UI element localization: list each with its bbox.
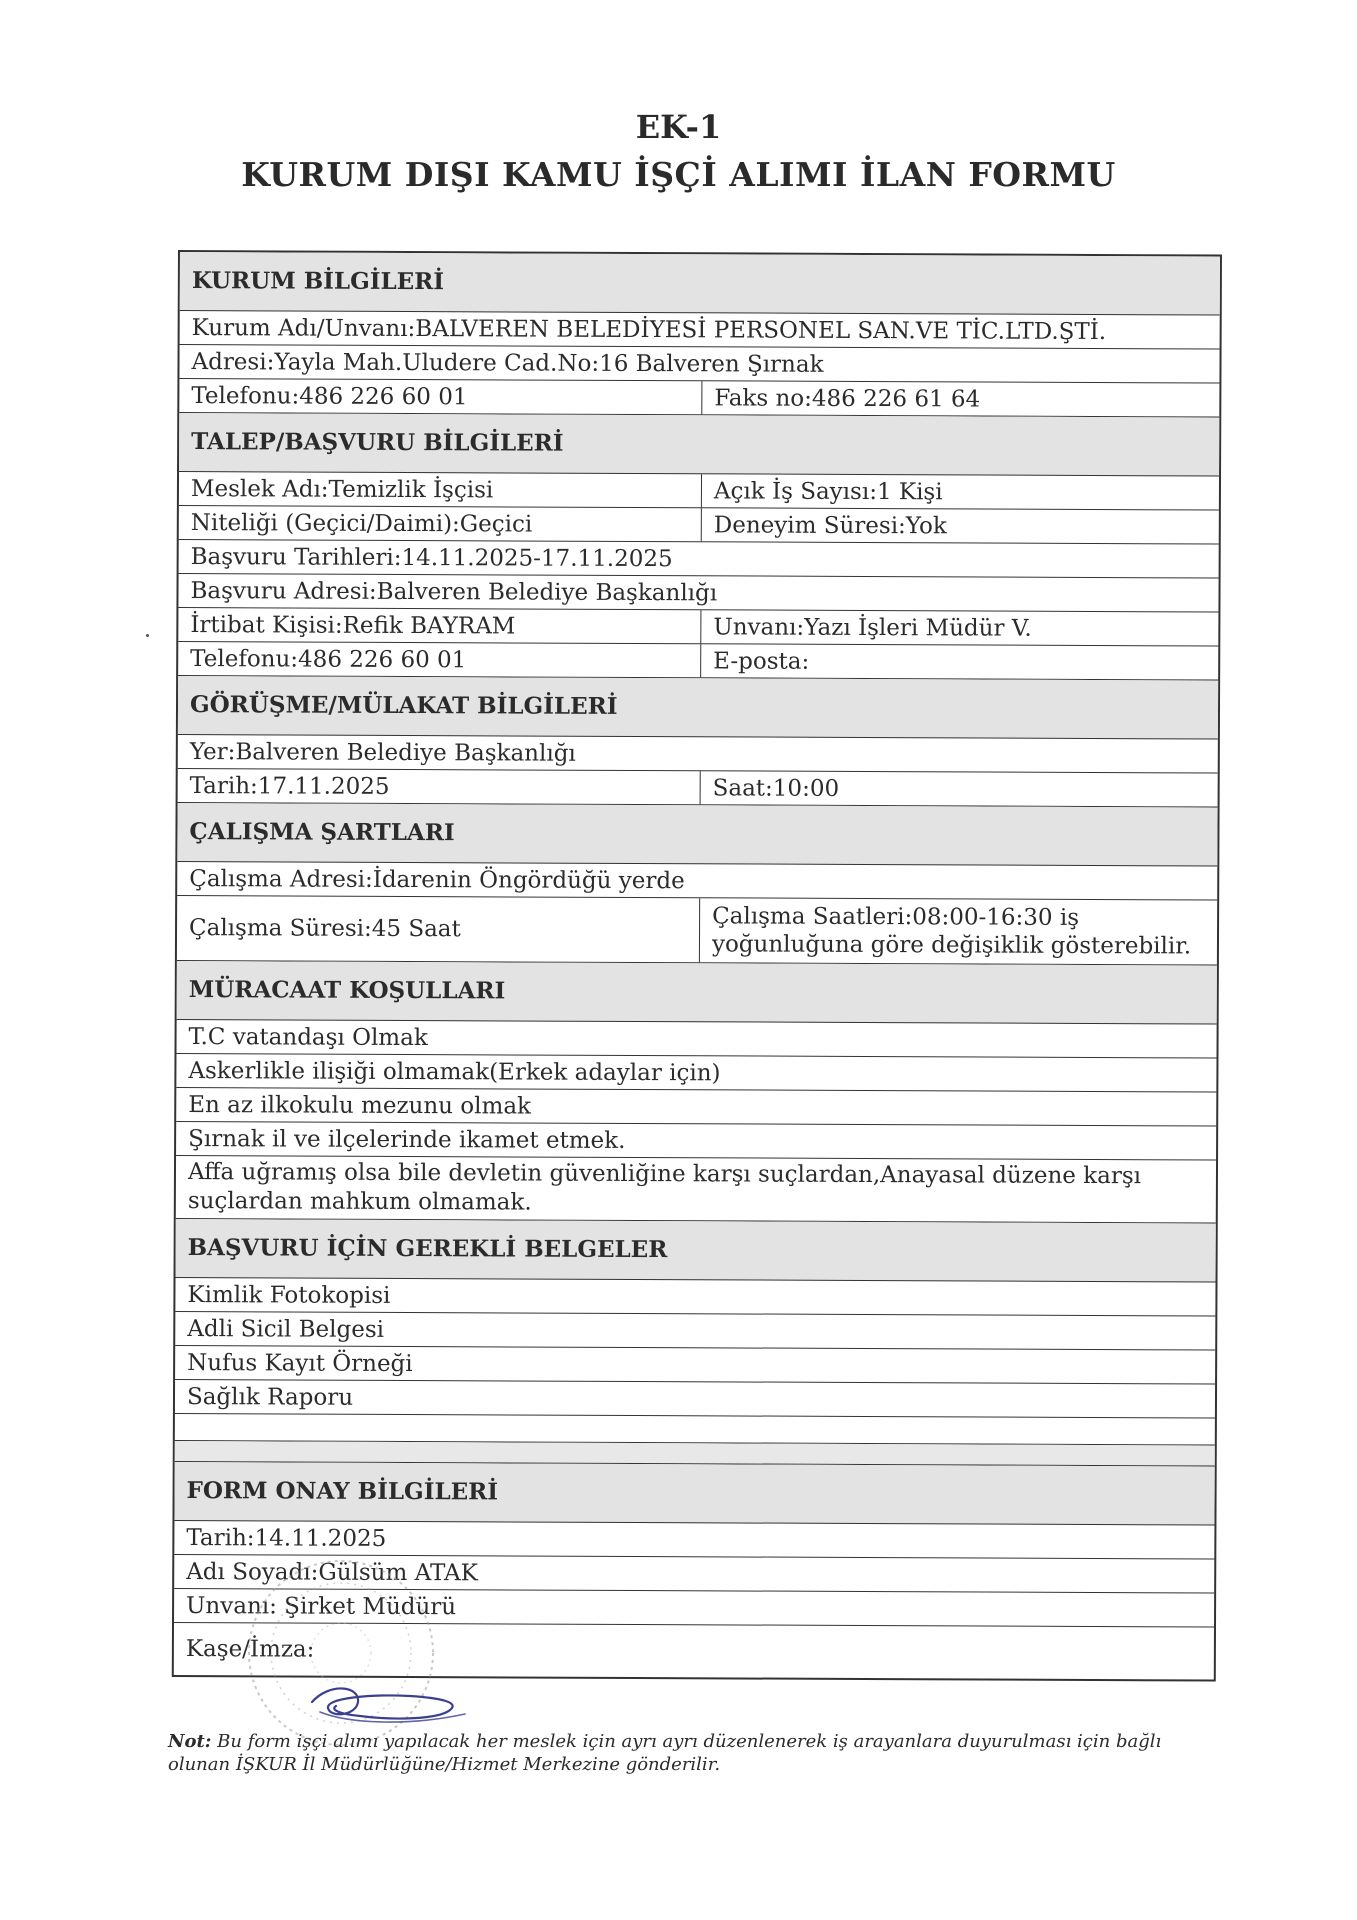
scan-speck xyxy=(146,634,149,637)
footnote-text: Bu form işçi alımı yapılacak her meslek için ayrı ayrı düzenlenerek iş arayanlara duyurulması için bağlı olunan İŞKUR İl Müdürlüğüne/Hizmet Merkezine gönderilir. xyxy=(168,1731,1162,1775)
section-title: GÖRÜŞME/MÜLAKAT BİLGİLERİ xyxy=(189,691,618,720)
list-item xyxy=(176,1156,1216,1224)
section-onay xyxy=(174,1462,1214,1526)
document-item: Adli Sicil Belgesi xyxy=(187,1316,385,1343)
form-code: EK-1 xyxy=(635,108,722,146)
talep-row-3 xyxy=(179,540,1219,579)
talep-row-4 xyxy=(178,574,1218,613)
onay-name-row xyxy=(174,1555,1214,1594)
interview-time: Saat:10:00 xyxy=(712,775,840,802)
openings: Açık İş Sayısı:1 Kişi xyxy=(713,478,943,506)
talep-row-1 xyxy=(179,472,1219,511)
footnote-label: Not: xyxy=(168,1731,212,1752)
approver-name: Adı Soyadı:Gülsüm ATAK xyxy=(186,1559,478,1587)
list-item xyxy=(175,1278,1215,1317)
interview-place: Yer:Balveren Belediye Başkanlığı xyxy=(189,739,576,767)
experience: Deneyim Süresi:Yok xyxy=(713,512,947,540)
onay-sign-row xyxy=(174,1623,1214,1680)
section-title: FORM ONAY BİLGİLERİ xyxy=(186,1477,499,1506)
approval-date: Tarih:14.11.2025 xyxy=(186,1525,387,1552)
section-talep xyxy=(179,413,1219,477)
kurum-address-row xyxy=(179,345,1219,384)
list-item xyxy=(176,1122,1216,1161)
onay-date-row xyxy=(174,1521,1214,1560)
occupation: Meslek Adı:Temizlik İşçisi xyxy=(179,472,702,507)
list-item xyxy=(176,1054,1216,1093)
footnote xyxy=(168,1730,1228,1776)
requirement: Affa uğramış olsa bile devletin güvenliğine karşı suçlardan,Anayasal düzene karşı suçlardan mahkum olmamak. xyxy=(187,1159,1142,1216)
interview-date: Tarih:17.11.2025 xyxy=(178,769,701,804)
section-title: ÇALIŞMA ŞARTLARI xyxy=(189,818,455,847)
gorusme-time-row xyxy=(178,769,1218,808)
list-item xyxy=(175,1380,1215,1419)
onay-title-row xyxy=(174,1589,1214,1628)
section-calisma xyxy=(177,803,1217,867)
work-hours: Çalışma Saatleri:08:00-16:30 iş yoğunluğuna göre değişiklik gösterebilir. xyxy=(711,903,1192,960)
work-address: Çalışma Adresi:İdarenin Öngördüğü yerde xyxy=(189,866,685,895)
document-item: Nufus Kayıt Örneği xyxy=(187,1350,413,1378)
contact-title: Unvanı:Yazı İşleri Müdür V. xyxy=(713,614,1032,642)
requirement: En az ilkokulu mezunu olmak xyxy=(188,1092,532,1120)
kurum-name: Kurum Adı/Unvanı:BALVEREN BELEDİYESİ PERSONEL SAN.VE TİC.LTD.ŞTİ. xyxy=(191,315,1107,346)
talep-row-5 xyxy=(178,608,1218,647)
section-title: TALEP/BAŞVURU BİLGİLERİ xyxy=(191,428,564,457)
talep-row-6 xyxy=(178,642,1218,681)
talep-row-2 xyxy=(179,506,1219,545)
kurum-fax: Faks no:486 226 61 64 xyxy=(714,385,981,413)
application-address: Başvuru Adresi:Balveren Belediye Başkanlığı xyxy=(190,578,718,607)
document-item: Kimlik Fotokopisi xyxy=(187,1282,391,1309)
blank-cell xyxy=(175,1414,1215,1445)
stamp-signature-label: Kaşe/İmza: xyxy=(185,1636,315,1663)
section-title: MÜRACAAT KOŞULLARI xyxy=(188,976,506,1005)
calisma-hours-row xyxy=(177,896,1217,966)
job-type: Niteliği (Geçici/Daimi):Geçici xyxy=(179,506,702,541)
kurum-phone: Telefonu:486 226 60 01 xyxy=(179,379,702,414)
requirement: Şırnak il ve ilçelerinde ikamet etmek. xyxy=(188,1126,626,1154)
kurum-name-row xyxy=(180,311,1220,350)
section-title: KURUM BİLGİLERİ xyxy=(191,267,445,296)
contact-phone: Telefonu:486 226 60 01 xyxy=(178,642,701,677)
kurum-address: Adresi:Yayla Mah.Uludere Cad.No:16 Balveren Şırnak xyxy=(191,349,824,378)
section-muracaat xyxy=(177,961,1217,1025)
kurum-contact-row xyxy=(179,379,1219,418)
calisma-address-row xyxy=(177,862,1217,901)
list-item xyxy=(175,1346,1215,1385)
requirement: Askerlikle ilişiği olmamak(Erkek adaylar için) xyxy=(188,1058,721,1087)
section-kurum xyxy=(180,252,1220,316)
list-item xyxy=(176,1020,1216,1059)
contact-email: E-posta: xyxy=(713,648,810,675)
section-gorusme xyxy=(178,676,1218,740)
requirement: T.C vatandaşı Olmak xyxy=(188,1024,428,1052)
gorusme-place-row xyxy=(178,735,1218,774)
section-title: BAŞVURU İÇİN GEREKLİ BELGELER xyxy=(187,1234,668,1264)
approver-title: Unvanı: Şirket Müdürü xyxy=(186,1593,457,1621)
contact-person: İrtibat Kişisi:Refik BAYRAM xyxy=(178,608,701,643)
page-title: KURUM DIŞI KAMU İŞÇİ ALIMI İLAN FORMU xyxy=(241,155,1116,194)
work-duration: Çalışma Süresi:45 Saat xyxy=(177,896,700,962)
section-belgeler xyxy=(176,1219,1216,1283)
document-item: Sağlık Raporu xyxy=(186,1384,354,1411)
application-dates: Başvuru Tarihleri:14.11.2025-17.11.2025 xyxy=(190,544,673,573)
list-item xyxy=(175,1312,1215,1351)
announcement-form xyxy=(172,250,1222,1682)
list-item xyxy=(176,1088,1216,1127)
